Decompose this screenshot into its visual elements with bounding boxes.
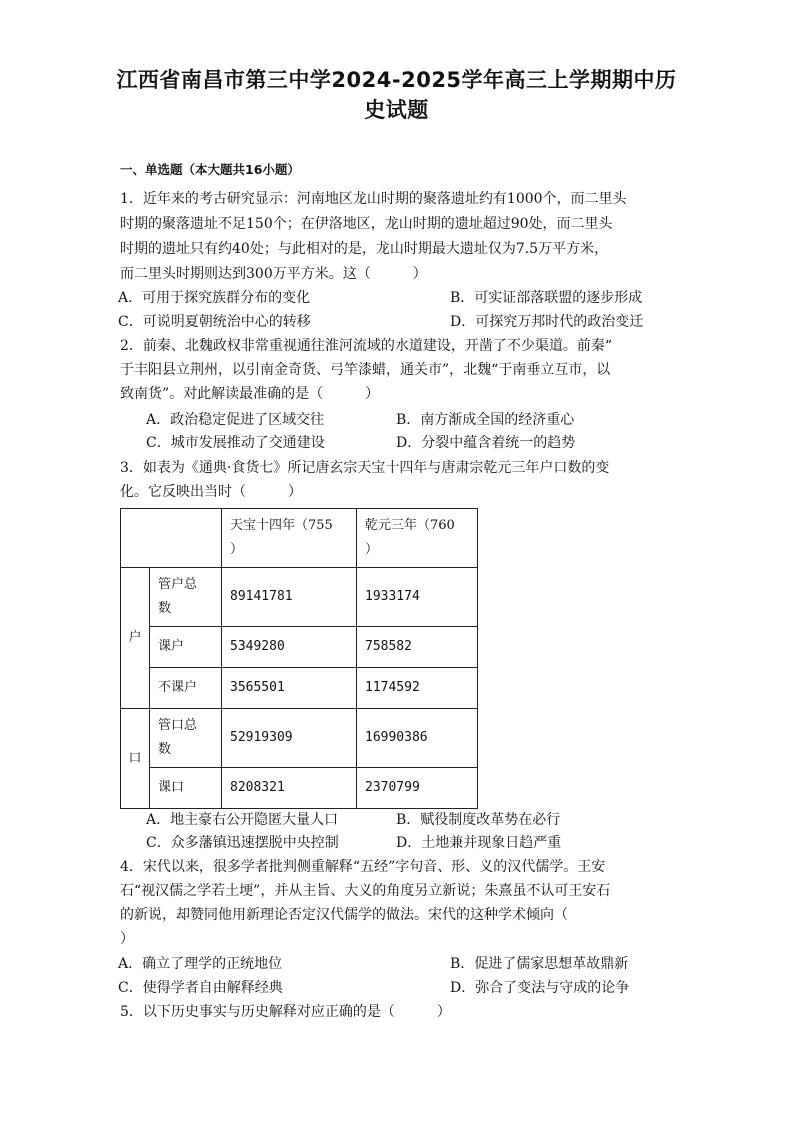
exam-title-line1: 江西省南昌市第三中学2024-2025学年高三上学期期中历: [116, 68, 677, 92]
table-cell: 2370799: [357, 768, 478, 809]
table-row: [121, 768, 478, 809]
row-label: 不课户: [150, 668, 222, 709]
table-cell: 5349280: [222, 627, 357, 668]
header-qianyuan-tail: ）: [365, 542, 379, 557]
header-tianbao: 天宝十四年（755: [230, 518, 333, 533]
question-3-option-c: C．众多藩镇迅速摆脱中央控制: [146, 835, 339, 851]
question-2-option-b: B．南方渐成全国的经济重心: [396, 412, 575, 428]
table-cell: 52919309: [222, 709, 357, 768]
question-2-option-d: D．分裂中蕴含着统一的趋势: [396, 435, 576, 451]
row-label: [150, 568, 222, 627]
question-2-stem-line: 致南货”。对此解读最准确的是（ ）: [120, 386, 380, 402]
household-table: [120, 508, 478, 809]
question-3-option-a: A．地主豪右公开隐匿大量人口: [146, 812, 339, 828]
table-row: [121, 709, 478, 768]
question-3-option-b: B．赋役制度改革势在必行: [396, 812, 561, 828]
question-4-option-c: C．使得学者自由解释经典: [118, 980, 283, 996]
question-5-stem-line: 5．以下历史事实与历史解释对应正确的是（ ）: [120, 1004, 451, 1020]
question-1-option-c: C．可说明夏朝统治中心的转移: [118, 314, 311, 330]
question-4-option-b: B．促进了儒家思想革故鼎新: [450, 956, 629, 972]
question-1-option-d: D．可探究万邦时代的政治变迁: [450, 314, 644, 330]
question-4-option-a: A．确立了理学的正统地位: [118, 956, 283, 972]
question-3-stem-line: 化。它反映出当时（ ）: [120, 484, 302, 500]
table-cell: 8208321: [222, 768, 357, 809]
question-1-option-b: B．可实证部落联盟的逐步形成: [450, 290, 643, 306]
question-4-option-d: D．弥合了变法与守成的论争: [450, 980, 630, 996]
question-2-stem-line: 2．前秦、北魏政权非常重视通往淮河流域的水道建设，开凿了不少渠道。前秦“: [120, 338, 613, 354]
table-cell: 89141781: [222, 568, 357, 627]
exam-title-line2: 史试题: [364, 98, 429, 122]
table-cell: 16990386: [357, 709, 478, 768]
question-2-option-a: A．政治稳定促进了区域交往: [146, 412, 325, 428]
header-qianyuan: 乾元三年（760: [365, 518, 455, 533]
row-label: 课口: [150, 768, 222, 809]
question-1-stem-line: 时期的遗址只有约40处；与此相对的是，龙山时期最大遗址仅为7.5万平方米，: [120, 241, 609, 257]
question-2-option-c: C．城市发展推动了交通建设: [146, 435, 325, 451]
table-cell: 3565501: [222, 668, 357, 709]
group-label-hu: 户: [121, 568, 150, 709]
question-3-option-d: D．土地兼并现象日趋严重: [396, 835, 562, 851]
row-label-text: 管户总: [158, 577, 198, 592]
question-1-option-a: A．可用于探究族群分布的变化: [118, 290, 311, 306]
question-4-stem-line: 4．宋代以来，很多学者批判侧重解释“五经”字句音、形、义的汉代儒学。王安: [120, 859, 606, 875]
question-1-stem-line: 而二里头时期则达到300万平方米。这（ ）: [120, 266, 427, 282]
row-label: [150, 709, 222, 768]
question-1-stem-line: 1．近年来的考古研究显示：河南地区龙山时期的聚落遗址约有1000个，而二里头: [120, 191, 627, 207]
table-cell: 1933174: [357, 568, 478, 627]
question-4-stem-line: 的新说，却赞同他用新理论否定汉代儒学的做法。宋代的这种学术倾向（: [120, 907, 568, 923]
group-label-kou: 口: [121, 709, 150, 809]
row-label-text: 数: [158, 601, 172, 616]
table-header-cell: [357, 509, 478, 568]
table-row: [121, 627, 478, 668]
table-cell: 758582: [357, 627, 478, 668]
table-header-cell: [222, 509, 357, 568]
question-2-stem-line: 于丰阳县立荆州，以引南金奇货、弓竿漆蜡，通关市”，北魏“于南垂立互市，以: [120, 362, 611, 378]
table-cell: 1174592: [357, 668, 478, 709]
question-1-stem-line: 时期的聚落遗址不足150个；在伊洛地区，龙山时期的遗址超过90处，而二里头: [120, 216, 613, 232]
question-4-stem-line: 石“视汉儒之学若土埂”，并从主旨、大义的角度另立新说；朱熹虽不认可王安石: [120, 883, 611, 899]
table-row: [121, 668, 478, 709]
header-tianbao-tail: ）: [230, 542, 244, 557]
row-label-text: 数: [158, 742, 172, 757]
section-heading: 一、单选题（本大题共16小题）: [120, 162, 300, 177]
table-row: [121, 568, 478, 627]
row-label: 课户: [150, 627, 222, 668]
table-header-row: [121, 509, 478, 568]
question-4-stem-line: ）: [120, 931, 134, 947]
table-corner-cell: [121, 509, 222, 568]
question-3-stem-line: 3．如表为《通典·食货七》所记唐玄宗天宝十四年与唐肃宗乾元三年户口数的变: [120, 460, 610, 476]
row-label-text: 管口总: [158, 718, 198, 733]
